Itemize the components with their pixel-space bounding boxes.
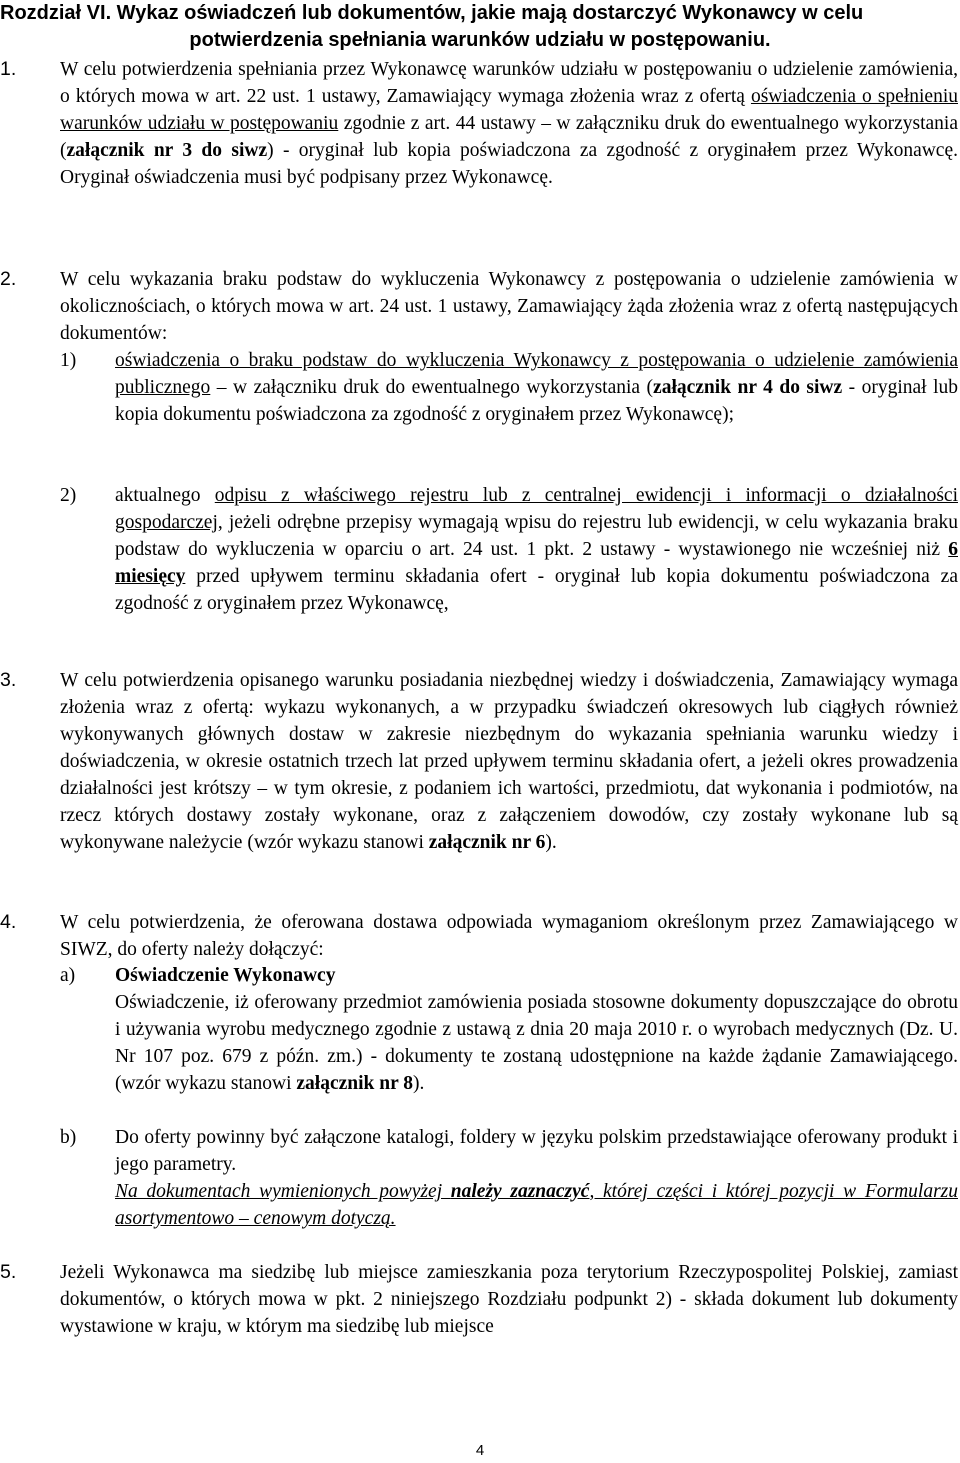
section-2-item-2-number: 2) — [60, 485, 77, 506]
section-4-item-a-number: a) — [60, 965, 76, 986]
section-4-item-b-text: Do oferty powinny być załączone katalogi, foldery w języku polskim przedstawiające oferowany produkt i jego parametry. — [115, 1127, 958, 1175]
section-2-item-2-underlined: odpisu z właściwego rejestru lub z centralnej ewidencji i informacji o działalności gospodarczej — [115, 485, 958, 533]
section-5-paragraph: Jeżeli Wykonawca ma siedzibę lub miejsce zamieszkania poza terytorium Rzeczypospolitej Polskiej, zamiast dokumentów, o których mowa w pkt. 2 niniejszego Rozdziału podpunkt 2) - składa dokument lub dokumenty wystawione w kraju, w którym ma siedzibę lub miejsce — [60, 1262, 958, 1337]
section-4-intro: W celu potwierdzenia, że oferowana dostawa odpowiada wymaganiom określonym przez Zamawiającego w SIWZ, do oferty należy dołączyć: — [60, 912, 958, 960]
section-4-item-b-number: b) — [60, 1127, 77, 1148]
section-2-item-2-text-b: , jeżeli odrębne przepisy wymagają wpisu do rejestru lub ewidencji, w celu wykazania braku podstaw do wykluczenia w oparciu o art. 24 ust. 1 pkt. 2 ustawy - wystawionego nie wcześniej niż — [115, 512, 958, 560]
section-4-item-b-note-b: , której części i której pozycji w Formularzu asortymentowo – cenowym dotyczą. — [115, 1181, 958, 1229]
section-1-number: 1. — [0, 58, 17, 80]
chapter-heading-line-1: Rozdział VI. Wykaz oświadczeń lub dokumentów, jakie mają dostarczyć Wykonawcy w celu — [0, 2, 864, 24]
section-2-item-1 — [115, 347, 958, 428]
section-2-item-1-text-a: – w załączniku druk do ewentualnego wykorzystania ( — [210, 377, 654, 398]
section-3-number: 3. — [0, 669, 17, 691]
section-2-item-1-number: 1) — [60, 350, 77, 371]
section-4-item-a — [115, 962, 958, 1097]
section-3-bold: załącznik nr 6 — [428, 832, 546, 853]
section-2-item-2-text-a: aktualnego — [115, 485, 215, 506]
section-4-item-b-note-a: Na dokumentach wymienionych powyżej — [115, 1181, 451, 1202]
chapter-heading-line-2: potwierdzenia spełniania warunków udziału w postępowaniu. — [189, 29, 771, 51]
section-2-item-1-text-b: - oryginał lub kopia dokumentu poświadczona za zgodność z oryginałem przez Wykonawcę); — [115, 377, 958, 425]
section-1-bold: załącznik nr 3 do siwz — [66, 140, 268, 161]
section-4-item-a-title: Oświadczenie Wykonawcy — [115, 965, 336, 986]
section-1-underlined: oświadczenia o spełnieniu warunków udziału w postępowaniu — [60, 86, 958, 134]
section-3-text-a: W celu potwierdzenia opisanego warunku posiadania niezbędnej wiedzy i doświadczenia, Zamawiający wymaga złożenia wraz z ofertą: wykazu wykonanych, a w przypadku świadczeń okresowych lub ciągłych również wykonywanych głównych dostaw w zakresie niezbędnym do wykazania spełniania warunku wiedzy i doświadczenia, w okresie ostatnich trzech lat przed upływem terminu składania ofert, a jeżeli okres prowadzenia działalności jest krótszy – w tym okresie, z podaniem ich wartości, przedmiotu, dat wykonania i podmiotów, na rzecz których dostawy zostały wykonane, oraz z załączeniem dowodów, czy zostały wykonane lub są wykonywane należycie (wzór wykazu stanowi — [60, 670, 958, 853]
section-1-text-b: zgodnie z art. 44 ustawy – w załączniku druk do ewentualnego wykorzystania ( — [60, 113, 959, 161]
section-4-number: 4. — [0, 911, 17, 933]
section-4-item-a-text-2: ). — [413, 1073, 425, 1094]
section-3-text-b: ). — [545, 832, 557, 853]
section-2-item-2-text-c: przed upływem terminu składania ofert - oryginał lub kopia dokumentu poświadczona za zgodność z oryginałem przez Wykonawcę, — [115, 566, 958, 614]
section-2-item-1-underlined: oświadczenia o braku podstaw do wykluczenia Wykonawcy z postępowania o udzielenie zamówienia publicznego — [115, 350, 958, 398]
section-2-item-2-bold-underlined: 6 miesięcy — [115, 539, 958, 587]
chapter-heading — [0, 0, 960, 54]
page-number: 4 — [475, 1442, 485, 1459]
section-4-item-b — [115, 1124, 958, 1232]
section-4-item-b-note-bold: należy zaznaczyć — [450, 1181, 590, 1202]
section-2-number: 2. — [0, 268, 17, 290]
section-5-number: 5. — [0, 1261, 17, 1283]
section-4-item-b-note — [115, 1178, 958, 1232]
section-1-text-c: ) - oryginał lub kopia poświadczona za zgodność z oryginałem przez Wykonawcę. Oryginał oświadczenia musi być podpisany przez Wykonawcę. — [60, 140, 958, 188]
section-2-item-1-bold: załącznik nr 4 do siwz — [653, 377, 843, 398]
section-1-text-a: W celu potwierdzenia spełniania przez Wykonawcę warunków udziału w postępowaniu o udzielenie zamówienia, o których mowa w art. 22 ust. 1 ustawy, Zamawiający wymaga złożenia wraz z ofertą — [60, 59, 958, 107]
section-4-item-a-bold: załącznik nr 8 — [296, 1073, 414, 1094]
section-2-intro: W celu wykazania braku podstaw do wykluczenia Wykonawcy z postępowania o udzielenie zamówienia w okolicznościach, o których mowa w art. 24 ust. 1 ustawy, Zamawiający żąda złożenia wraz z ofertą następujących dokumentów: — [60, 269, 958, 344]
section-4-item-a-text-1: Oświadczenie, iż oferowany przedmiot zamówienia posiada stosowne dokumenty dopuszczające do obrotu i używania wyrobu medycznego zgodnie z ustawą z dnia 20 maja 2010 r. o wyrobach medycznych (Dz. U. Nr 107 poz. 679 z późn. zm.) - dokumenty te zostaną udostępnione na każde żądanie Zamawiającego. (wzór wykazu stanowi — [115, 992, 958, 1094]
section-1-paragraph — [60, 56, 958, 191]
section-2-item-2 — [115, 482, 958, 617]
section-3-paragraph — [60, 667, 958, 856]
